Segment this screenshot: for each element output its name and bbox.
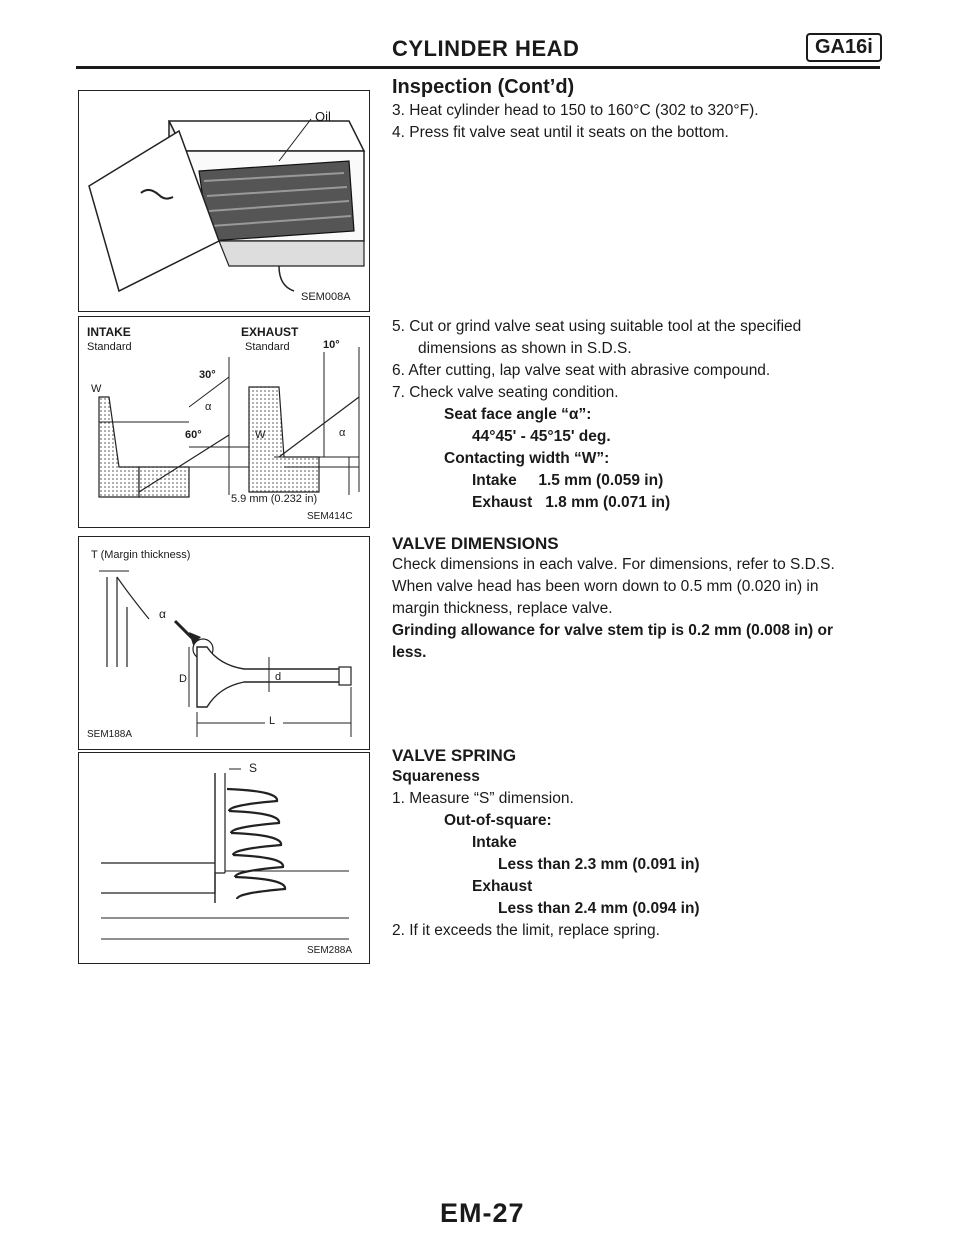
figure-oil-bath [78,90,370,312]
angle-60-label: 60° [185,429,202,441]
step-7: 7. Check valve seating condition. [392,384,619,401]
angle-30-label: 30° [199,369,216,381]
seat-dimension-label: 5.9 mm (0.232 in) [231,493,318,505]
engine-badge: GA16i [806,33,882,62]
header-rule [76,66,880,69]
step-3: 3. Heat cylinder head to 150 to 160°C (302 to 320°F). [392,102,759,119]
intake-w-label: W [91,383,102,395]
figure-code-sem414c: SEM414C [307,511,353,522]
valve-dim-line-4: Grinding allowance for valve stem tip is 0.2 mm (0.008 in) or [392,622,834,639]
intake-label: INTAKE [87,325,131,339]
angle-10-label: 10° [323,339,340,351]
contact-intake: Intake 1.5 mm (0.059 in) [472,472,664,489]
contact-exhaust: Exhaust 1.8 mm (0.071 in) [472,494,671,511]
exhaust-alpha-label: α [339,427,346,439]
valve-dimensions-illustration [79,537,369,749]
figure-spring-squareness [78,752,370,964]
step-list-mid [392,316,880,514]
step-5-cont: dimensions as shown in S.D.S. [418,340,632,357]
seat-face-label: Seat face angle “α”: [444,406,592,423]
spring-step-2: 2. If it exceeds the limit, replace spring. [392,922,660,939]
step-5: 5. Cut or grind valve seat using suitable tool at the specified [392,318,802,335]
section-heading: Inspection (Cont’d) [392,76,575,98]
figure-code-sem008a: SEM008A [301,291,351,303]
valve-dimensions-section [392,534,880,664]
valve-alpha-label: α [159,607,166,621]
figure-valve-dimensions [78,536,370,750]
spring-intake-label: Intake [472,834,517,851]
exhaust-label: EXHAUST [241,325,299,339]
valve-spring-section [392,746,880,942]
seat-face-value: 44°45' - 45°15' deg. [472,428,611,445]
valve-spring-heading: VALVE SPRING [392,746,517,765]
spring-exhaust-value: Less than 2.4 mm (0.094 in) [498,900,700,917]
intake-standard-label: Standard [87,341,132,353]
intake-alpha-label: α [205,401,212,413]
head-diameter-label: D [179,673,187,685]
valve-dim-line-1: Check dimensions in each valve. For dimensions, refer to S.D.S. [392,556,835,573]
exhaust-w-label: W [255,429,266,441]
step-4: 4. Press fit valve seat until it seats on the bottom. [392,124,729,141]
figure-code-sem188a: SEM188A [87,729,133,740]
step-list-top [392,100,759,144]
oil-label: Oil [315,109,331,124]
oil-bath-illustration [79,91,369,311]
step-6: 6. After cutting, lap valve seat with abrasive compound. [392,362,771,379]
margin-thickness-label: T (Margin thickness) [91,549,191,561]
page-number: EM-27 [440,1198,525,1228]
s-dimension-label: S [249,761,258,775]
out-of-square-label: Out-of-square: [444,812,552,829]
valve-dim-line-2: When valve head has been worn down to 0.5 mm (0.020 in) in [392,578,819,595]
stem-diameter-label: d [275,671,282,683]
valve-dim-line-5: less. [392,644,427,661]
contact-width-label: Contacting width “W”: [444,450,610,467]
valve-dim-line-3: margin thickness, replace valve. [392,600,613,617]
page-title: CYLINDER HEAD [392,36,580,61]
exhaust-standard-label: Standard [245,341,290,353]
spring-exhaust-label: Exhaust [472,878,533,895]
length-label: L [269,715,276,727]
figure-code-sem288a: SEM288A [307,945,353,956]
spring-intake-value: Less than 2.3 mm (0.091 in) [498,856,700,873]
spring-squareness-illustration [79,753,369,963]
spring-step-1: 1. Measure “S” dimension. [392,790,574,807]
valve-dimensions-heading: VALVE DIMENSIONS [392,534,559,553]
figure-seat-angles [78,316,370,528]
squareness-heading: Squareness [392,768,480,785]
